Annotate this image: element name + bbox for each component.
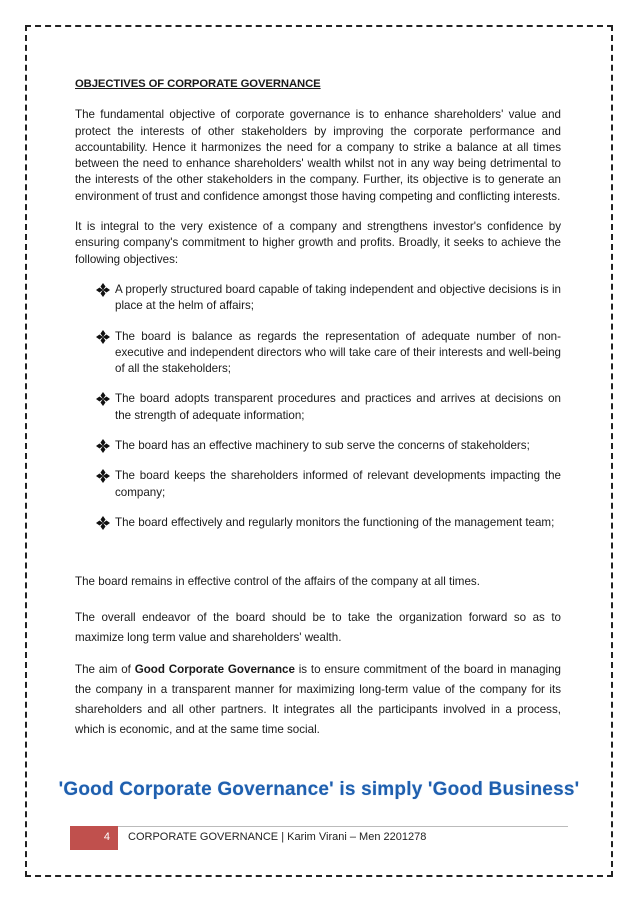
page-number: 4 xyxy=(70,826,118,850)
paragraph-fundamental-objective: The fundamental objective of corporate governance is to enhance shareholders' value and protect the interests of other stakeholders by improving the corporate performance and accountability. Hence it harmonizes the need for a company to strike a balance at all times between the need to enhance shareholders' wealth whilst not in any way being detrimental to the interests of the other stakeholders in the company. Further, its objective is to generate an environment of trust and confidence amongst those having competing and conflicting interests. xyxy=(75,108,561,203)
aim-text-end: is to ensure commitment of the board in managing the company in a transparent manner for maximizing long-term value of the company for its shareholders and all other partners. It integrates all the participants involved in a process, which is economic, and at the same time social. xyxy=(75,663,561,736)
slogan: 'Good Corporate Governance' is simply 'Good Business' xyxy=(58,779,580,800)
aim-text-bold: Good Corporate Governance xyxy=(134,663,295,676)
aim-text-start: The aim of xyxy=(75,663,135,676)
footer-rule xyxy=(70,826,568,827)
four-diamond-bullet-icon xyxy=(96,469,110,483)
four-diamond-bullet-icon xyxy=(96,392,110,406)
paragraph-integral: It is integral to the very existence of a company and strengthens investor's confidence by ensuring company's commitment to higher growth and profits. Broadly, it seeks to achieve the following objectives: xyxy=(75,220,561,266)
objective-item xyxy=(96,515,561,531)
objective-item xyxy=(96,329,561,378)
objectives-list xyxy=(75,282,561,531)
document-body xyxy=(75,76,561,545)
section-heading: OBJECTIVES OF CORPORATE GOVERNANCE xyxy=(75,78,321,90)
paragraph-effective-control: The board remains in effective control of the affairs of the company at all times. xyxy=(75,575,480,588)
objective-text: The board is balance as regards the representation of adequate number of non-executive and independent directors who will take care of their interests and well-being of all the stakeholders; xyxy=(115,329,561,376)
objective-text: The board effectively and regularly monitors the functioning of the management team; xyxy=(115,515,555,529)
four-diamond-bullet-icon xyxy=(96,516,110,530)
objective-item xyxy=(96,468,561,501)
footer-text: CORPORATE GOVERNANCE | Karim Virani – Men 2201278 xyxy=(128,831,427,843)
objective-item xyxy=(96,282,561,315)
four-diamond-bullet-icon xyxy=(96,330,110,344)
four-diamond-bullet-icon xyxy=(96,439,110,453)
objective-item xyxy=(96,391,561,424)
objective-text: The board keeps the shareholders informed of relevant developments impacting the company; xyxy=(115,469,561,499)
paragraph-overall-endeavor: The overall endeavor of the board should be to take the organization forward so as to maximize long term value and shareholders' wealth. xyxy=(75,611,561,644)
four-diamond-bullet-icon xyxy=(96,283,110,297)
objective-text: The board has an effective machinery to sub serve the concerns of stakeholders; xyxy=(115,439,530,453)
objective-text: A properly structured board capable of taking independent and objective decisions is in place at the helm of affairs; xyxy=(115,282,561,313)
objective-text: The board adopts transparent procedures and practices and arrives at decisions on the strength of adequate information; xyxy=(115,392,561,422)
paragraph-aim xyxy=(75,660,561,740)
objective-item xyxy=(96,438,561,454)
